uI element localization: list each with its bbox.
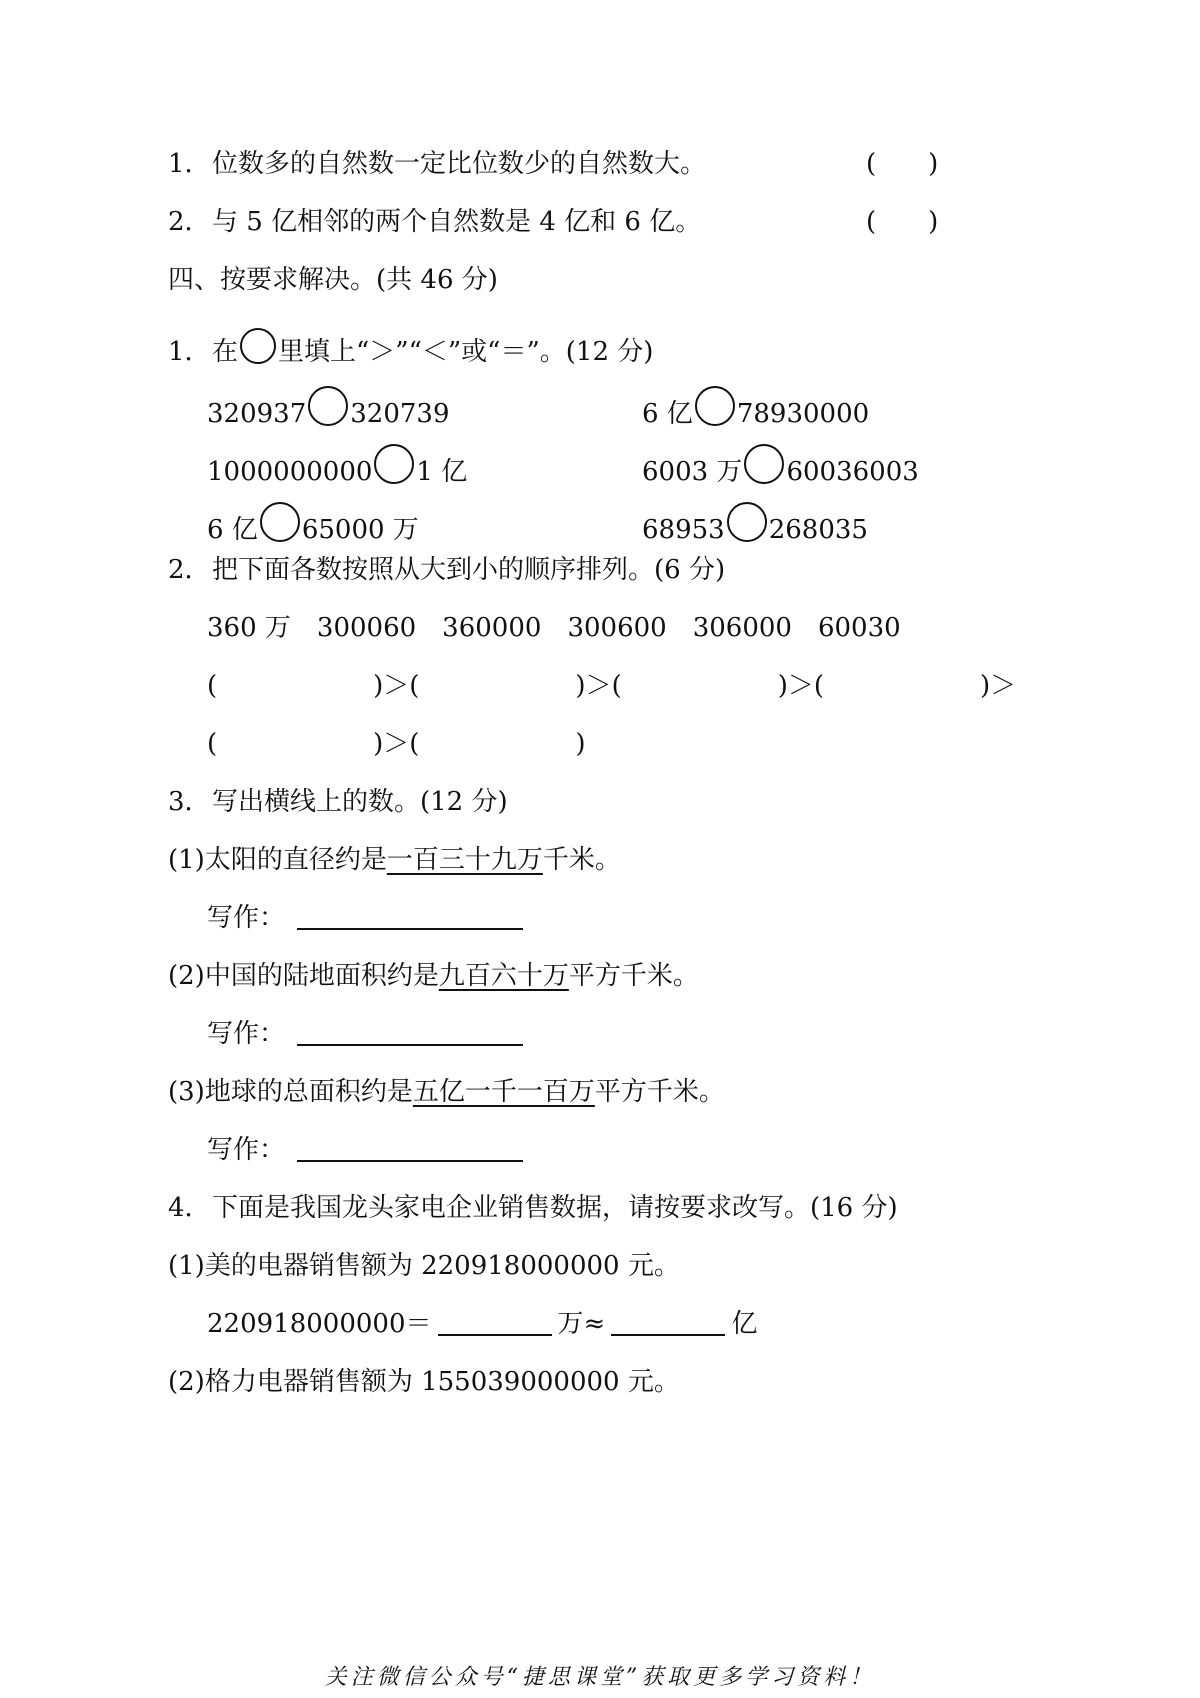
- compare-circle[interactable]: [308, 386, 348, 426]
- answer-blank[interactable]: [297, 1134, 523, 1162]
- compare-pair: 6 亿 78930000: [642, 386, 869, 432]
- answer-blank[interactable]: [611, 1308, 725, 1336]
- compare-pair: 68953 268035: [642, 502, 868, 548]
- answer-blank[interactable]: [297, 1018, 523, 1046]
- q1-prompt: 1．在 里填上“＞”“＜”或“＝”。(12 分): [168, 328, 653, 370]
- tf-answer-2[interactable]: ( ): [866, 207, 939, 237]
- q2-answer-row-2[interactable]: ( )＞( ): [207, 729, 586, 759]
- compare-circle[interactable]: [744, 444, 784, 484]
- section-title: 四、按要求解决。(共 46 分): [168, 265, 498, 295]
- tf-item-1: 1．位数多的自然数一定比位数少的自然数大。: [168, 149, 707, 179]
- q3-item-1: (1)太阳的直径约是一百三十九万千米。: [168, 845, 621, 875]
- answer-blank[interactable]: [297, 902, 523, 930]
- compare-circle[interactable]: [260, 502, 300, 542]
- tf-item-2: 2．与 5 亿相邻的两个自然数是 4 亿和 6 亿。: [168, 207, 702, 237]
- q4-item-1: (1)美的电器销售额为 220918000000 元。: [168, 1251, 680, 1281]
- compare-pair: 6003 万 60036003: [642, 444, 919, 490]
- q3-write-2: 写作：: [207, 1016, 523, 1052]
- compare-circle[interactable]: [374, 444, 414, 484]
- q2-prompt: 2．把下面各数按照从大到小的顺序排列。(6 分): [168, 555, 726, 585]
- compare-circle[interactable]: [727, 502, 767, 542]
- compare-pair: 1000000000 1 亿: [207, 444, 467, 490]
- compare-pair: 320937 320739: [207, 386, 450, 432]
- compare-pair: 6 亿 65000 万: [207, 502, 419, 548]
- q4-item-2: (2)格力电器销售额为 155039000000 元。: [168, 1367, 680, 1397]
- footer-note: 关注微信公众号“捷思课堂”获取更多学习资料！: [324, 1665, 876, 1690]
- q3-write-3: 写作：: [207, 1132, 523, 1168]
- tf-answer-1[interactable]: ( ): [866, 149, 939, 179]
- q4-prompt: 4．下面是我国龙头家电企业销售数据，请按要求改写。(16 分): [168, 1193, 898, 1223]
- q3-item-3: (3)地球的总面积约是五亿一千一百万平方千米。: [168, 1077, 725, 1107]
- q2-answer-row-1[interactable]: ( )＞( )＞( )＞( )＞: [207, 671, 1017, 701]
- q3-write-1: 写作：: [207, 900, 523, 936]
- circle-icon: [240, 328, 276, 364]
- compare-circle[interactable]: [695, 386, 735, 426]
- answer-blank[interactable]: [438, 1308, 552, 1336]
- q2-values: 360 万 300060 360000 300600 306000 60030: [207, 613, 901, 643]
- q3-prompt: 3．写出横线上的数。(12 分): [168, 787, 508, 817]
- q4-equation: 220918000000＝ 万≈ 亿: [207, 1309, 758, 1339]
- q3-item-2: (2)中国的陆地面积约是九百六十万平方千米。: [168, 961, 699, 991]
